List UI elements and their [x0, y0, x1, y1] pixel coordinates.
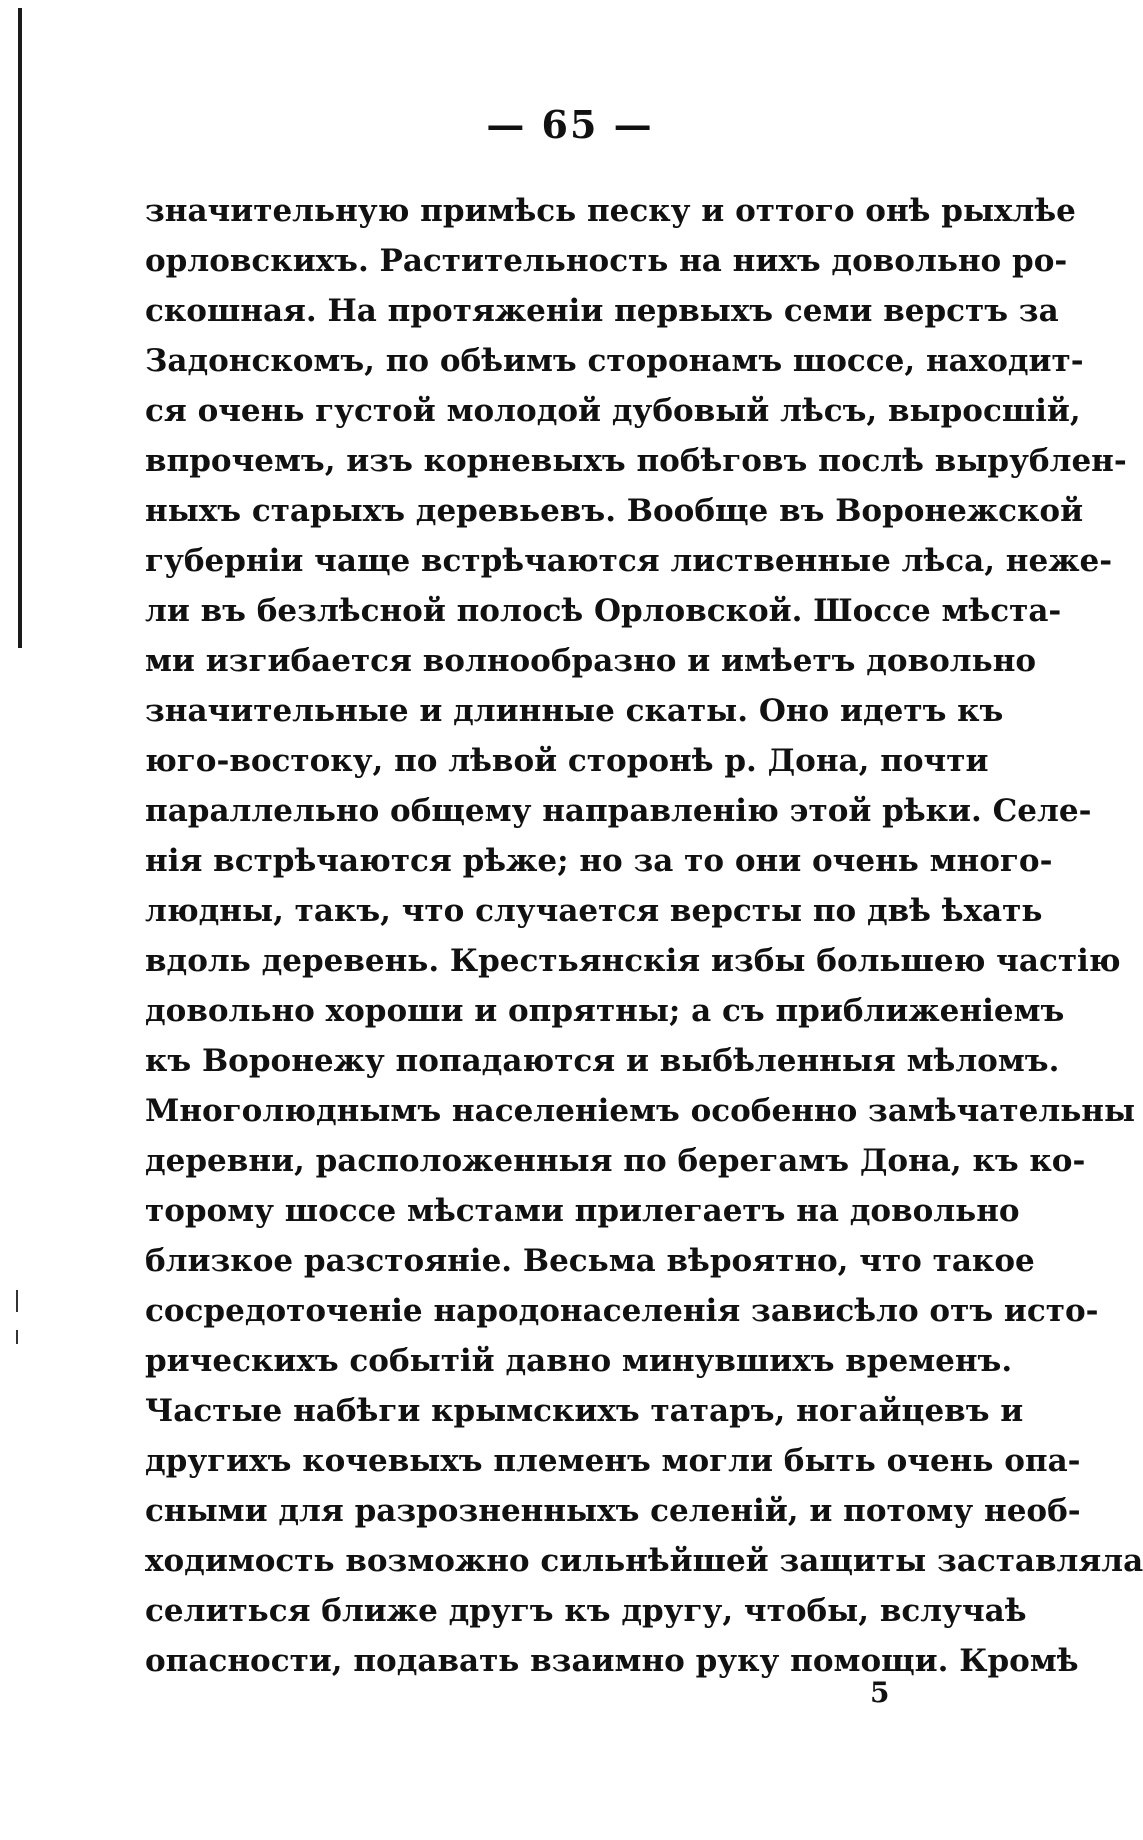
page-edge-tick	[16, 1330, 18, 1344]
text-line: ли въ безлѣсной полосѣ Орловской. Шоссе мѣста-	[145, 593, 1062, 629]
text-line: деревни, расположенныя по берегамъ Дона, къ ко-	[145, 1143, 1086, 1179]
text-line: ся очень густой молодой дубовый лѣсъ, выросшій,	[145, 393, 1081, 429]
text-line: ми изгибается волнообразно и имѣетъ довольно	[145, 643, 1037, 679]
text-line: значительную примѣсь песку и оттого онѣ рыхлѣе	[145, 193, 1076, 229]
text-line: къ Воронежу попадаются и выбѣленныя мѣломъ.	[145, 1043, 1060, 1079]
text-line: Задонскомъ, по обѣимъ сторонамъ шоссе, находит-	[145, 343, 1084, 379]
text-line: Многолюднымъ населеніемъ особенно замѣчательны	[145, 1093, 1136, 1129]
text-line: вдоль деревень. Крестьянскія избы большею частію	[145, 943, 1121, 979]
text-line: близкое разстояніе. Весьма вѣроятно, что такое	[145, 1243, 1035, 1279]
text-line: параллельно общему направленію этой рѣки. Селе-	[145, 793, 1092, 829]
text-line: другихъ кочевыхъ племенъ могли быть очень опа-	[145, 1443, 1081, 1479]
text-line: селиться ближе другъ къ другу, чтобы, вслучаѣ	[145, 1593, 1027, 1629]
text-line: значительные и длинные скаты. Оно идетъ къ	[145, 693, 1004, 729]
text-line: юго-востоку, по лѣвой сторонѣ р. Дона, почти	[145, 743, 989, 779]
text-line: скошная. На протяженіи первыхъ семи верстъ за	[145, 293, 1059, 329]
text-line: губерніи чаще встрѣчаются лиственные лѣса, нeже-	[145, 543, 1113, 579]
text-line: Частые набѣги крымскихъ татаръ, ногайцевъ и	[145, 1393, 1024, 1429]
text-line: ныхъ старыхъ деревьевъ. Вообще въ Воронежской	[145, 493, 1084, 529]
text-line: людны, такъ, что случается версты по двѣ ѣхать	[145, 893, 1043, 929]
text-line: сными для разрозненныхъ селеній, и потому необ-	[145, 1493, 1081, 1529]
text-line: ходимость возможно сильнѣйшей защиты заставляла	[145, 1543, 1143, 1579]
page-edge-tick	[16, 1290, 18, 1312]
signature-mark: 5	[870, 1676, 890, 1709]
text-line: сосредоточеніе народонаселенія зависѣло отъ исто-	[145, 1293, 1099, 1329]
text-line: довольно хороши и опрятны; а съ приближеніемъ	[145, 993, 1065, 1029]
text-line: рическихъ событій давно минувшихъ временъ.	[145, 1343, 1013, 1379]
text-line: орловскихъ. Растительность на нихъ довольно ро-	[145, 243, 1068, 279]
text-line: торому шоссе мѣстами прилегаетъ на довольно	[145, 1193, 1020, 1229]
text-line: нія встрѣчаются рѣже; но за то они очень много-	[145, 843, 1053, 879]
text-line: опасности, подавать взаимно руку помощи. Кромѣ	[145, 1643, 1079, 1679]
page-number-header: — 65 —	[486, 102, 654, 147]
body-text	[145, 186, 1143, 1686]
text-line: впрочемъ, изъ корневыхъ побѣговъ послѣ вырублен-	[145, 443, 1127, 479]
